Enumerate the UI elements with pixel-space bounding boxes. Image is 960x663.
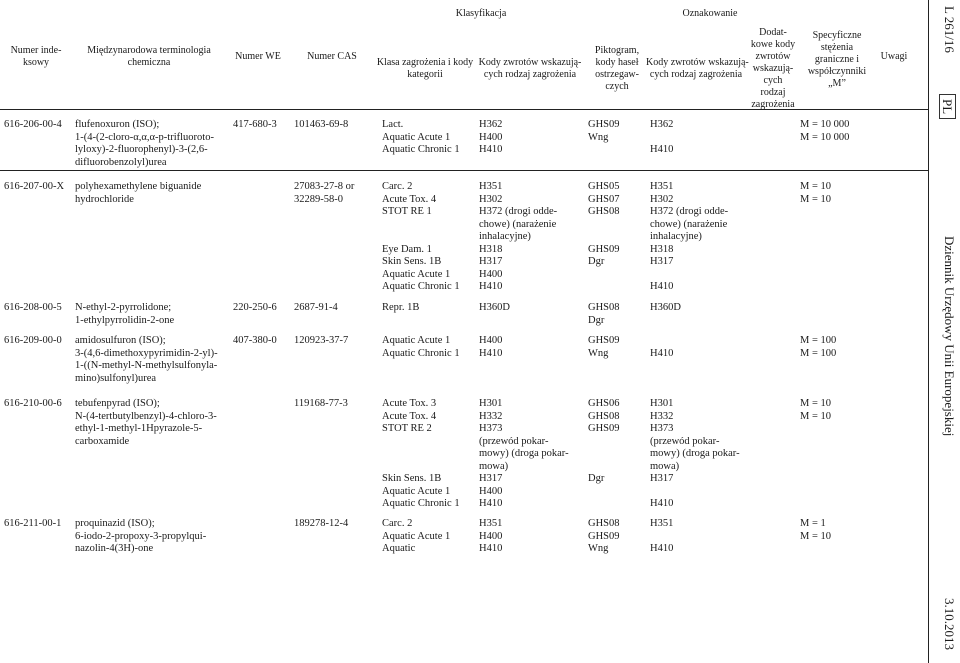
header-ec-number: Numer WE — [235, 51, 281, 62]
row-3-label: H360D — [650, 302, 681, 313]
row-2-cas: 27083-27-8 or 32289-58-0 — [294, 181, 355, 205]
row-6-pictogram: GHS08 GHS09 Wng — [588, 518, 620, 554]
row-4-cas: 120923-37-7 — [294, 335, 349, 346]
row-1-pictogram: GHS09 Wng — [588, 119, 620, 143]
row-6-name: proquinazid (ISO); 6-iodo-2-propoxy-3-propylqui- nazolin-4(3H)-one — [75, 518, 207, 554]
header-index-number: Numer inde- ksowy — [10, 45, 62, 68]
row-5-class: Acute Tox. 3 Acute Tox. 4 STOT RE 2 Skin Sens. 1B Aquatic Acute 1 Aquatic Chronic 1 — [382, 398, 460, 509]
row-3-class: Repr. 1B — [382, 302, 420, 313]
language-code — [939, 94, 955, 119]
row-1-index: 616-206-00-4 — [4, 119, 62, 130]
row-6-label: H351 H410 — [650, 518, 674, 554]
row-2-label: H351 H302 H372 (drogi odde- chowe) (narażenie inhalacyjne) H318 H317 H410 — [650, 181, 729, 292]
header-classification-group: Klasyfikacja — [455, 8, 507, 19]
row-5-name: tebufenpyrad (ISO); N-(4-tertbutylbenzyl)-4-chloro-3- ethyl-1-methyl-1Hpyrazole-5- carboxamide — [75, 398, 217, 447]
journal-reference: L 261/16 — [942, 6, 957, 53]
row-1-name: flufenoxuron (ISO); 1-(4-(2-cloro-α,α,α-p-trifluoroto- lyloxy)-2-fluorophenyl)-3-(2,6- difluorobenzolyl)urea — [75, 119, 214, 168]
header-supplemental-statement: Dodat- kowe kody zwrotów wskazują- cych rodzaj zagrożenia — [750, 27, 796, 110]
header-hazard-statement: Kody zwrotów wskazują- cych rodzaj zagrożenia — [478, 57, 582, 80]
header-pictogram: Piktogram, kody haseł ostrzegaw- czych — [594, 45, 640, 92]
row-1-label: H362 H410 — [650, 119, 674, 155]
header-rule — [0, 109, 928, 110]
row-3-pictogram: GHS08 Dgr — [588, 302, 620, 326]
row-4-concentration: M = 100 M = 100 — [800, 335, 837, 359]
row-5-label: H301 H332 H373 (przewód pokar- mowy) (droga pokar- mowa) H317 H410 — [650, 398, 740, 509]
publication-date: 3.10.2013 — [942, 598, 957, 650]
header-labelling-group: Oznakowanie — [682, 8, 738, 19]
row-4-ec: 407-380-0 — [233, 335, 277, 346]
row-1-concentration: M = 10 000 M = 10 000 — [800, 119, 850, 143]
header-concentration-limits: Specyficzne stężenia graniczne i współczynniki „M” — [807, 30, 867, 89]
row-2-name: polyhexamethylene biguanide hydrochloride — [75, 181, 202, 205]
row-1-hazard: H362 H400 H410 — [479, 119, 503, 155]
row-4-index: 616-209-00-0 — [4, 335, 62, 346]
row-5-hazard: H301 H332 H373 (przewód pokar- mowy) (droga pokar- mowa) H317 H400 H410 — [479, 398, 569, 509]
row-3-index: 616-208-00-5 — [4, 302, 62, 313]
header-chemical-name: Międzynarodowa terminologia chemiczna — [87, 45, 211, 68]
header-notes: Uwagi — [880, 51, 908, 62]
row-6-concentration: M = 1 M = 10 — [800, 518, 832, 542]
row-6-hazard: H351 H400 H410 — [479, 518, 503, 554]
row-3-cas: 2687-91-4 — [294, 302, 338, 313]
row-2-concentration: M = 10 M = 10 — [800, 181, 832, 205]
row-separator — [0, 170, 928, 171]
row-4-pictogram: GHS09 Wng — [588, 335, 620, 359]
journal-title: Dziennik Urzędowy Unii Europejskiej — [942, 236, 957, 437]
row-3-name: N-ethyl-2-pyrrolidone; 1-ethylpyrrolidin-2-one — [75, 302, 175, 326]
row-2-pictogram: GHS05 GHS07 GHS08 GHS09 Dgr — [588, 181, 620, 267]
row-4-class: Aquatic Acute 1 Aquatic Chronic 1 — [382, 335, 460, 359]
row-6-class: Carc. 2 Aquatic Acute 1 Aquatic — [382, 518, 451, 554]
language-code-label: PL — [939, 94, 956, 119]
header-cas-number: Numer CAS — [307, 51, 357, 62]
row-6-index: 616-211-00-1 — [4, 518, 62, 529]
row-1-cas: 101463-69-8 — [294, 119, 349, 130]
header-label-statement: Kody zwrotów wskazują- cych rodzaj zagrożenia — [646, 57, 749, 80]
row-5-pictogram: GHS06 GHS08 GHS09 Dgr — [588, 398, 620, 484]
row-5-index: 616-210-00-6 — [4, 398, 62, 409]
row-5-cas: 119168-77-3 — [294, 398, 348, 409]
row-5-concentration: M = 10 M = 10 — [800, 398, 832, 422]
row-6-cas: 189278-12-4 — [294, 518, 349, 529]
row-3-ec: 220-250-6 — [233, 302, 277, 313]
row-2-class: Carc. 2 Acute Tox. 4 STOT RE 1 Eye Dam. 1 Skin Sens. 1B Aquatic Acute 1 Aquatic Chronic 1 — [382, 181, 460, 292]
row-2-hazard: H351 H302 H372 (drogi odde- chowe) (narażenie inhalacyjne) H318 H317 H400 H410 — [479, 181, 558, 292]
row-1-ec: 417-680-3 — [233, 119, 277, 130]
row-4-name: amidosulfuron (ISO); 3-(4,6-dimethoxypyrimidin-2-yl)- 1-((N-methyl-N-methylsulfonyla- mino)sulfonyl)urea — [75, 335, 218, 384]
row-4-hazard: H400 H410 — [479, 335, 503, 359]
row-4-label: H410 — [650, 347, 674, 359]
row-3-hazard: H360D — [479, 302, 510, 313]
table-right-border — [928, 0, 929, 663]
header-hazard-class: Klasa zagrożenia i kody kategorii — [376, 57, 474, 80]
row-1-class: Lact. Aquatic Acute 1 Aquatic Chronic 1 — [382, 119, 460, 155]
row-2-index: 616-207-00-X — [4, 181, 65, 192]
